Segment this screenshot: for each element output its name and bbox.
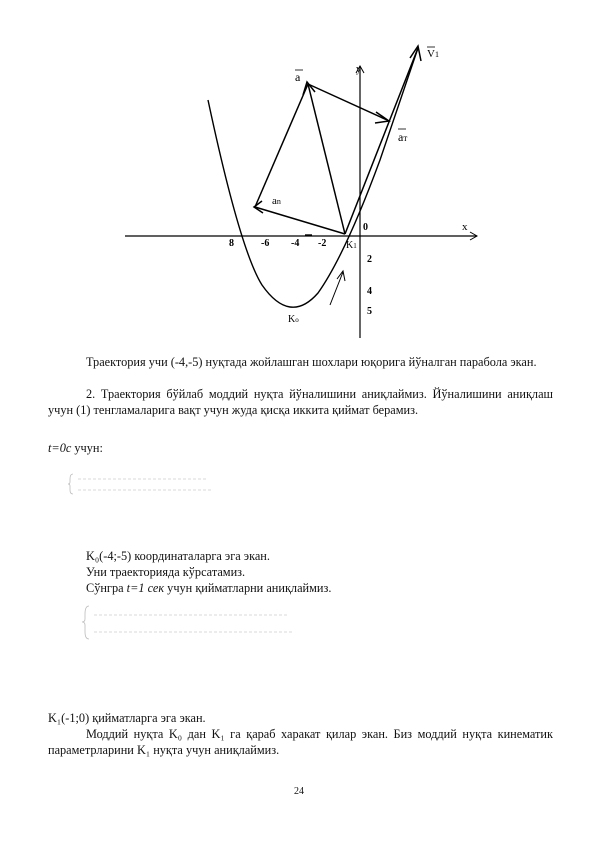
page-number: 24: [294, 786, 304, 797]
k0-label: Ko: [288, 314, 299, 325]
v1-label: V1: [427, 48, 439, 60]
t0-line: [48, 440, 103, 456]
normal-acc-side: [255, 84, 308, 207]
paragraph-kinematics: Моддий нуқта K₀ дан K₁ га қараб харакат қилар экан. Биз моддий нуқта кинематик параметрларини K₁ нуқта учун аниқлаймиз.: [48, 727, 553, 757]
show-trajectory-line: Уни траекторияда кўрсатамиз.: [86, 565, 246, 579]
then-t: t=1 сек: [126, 581, 165, 595]
y-tick-label: 5: [367, 306, 372, 317]
then-prefix: Сўнгра: [86, 581, 127, 595]
then-suffix: учун қийматларни аниқлаймиз.: [164, 581, 332, 595]
y-axis-label: y: [356, 64, 361, 75]
x-tick-label: -2: [318, 238, 327, 249]
k0-coordinates-line: K₀(-4;-5) координаталарга эга экан.: [86, 549, 270, 563]
y-tick-label: 4: [367, 286, 372, 297]
paragraph-direction: 2. Траектория бўйлаб моддий нуқта йўналишини аниқлаймиз. Йўналишини аниқлаш учун (1) тенгламаларига вақт учун жуда қисқа иккита қиймат берамиз.: [48, 387, 553, 417]
x-tick-label: 8: [229, 238, 234, 249]
a-label: a: [295, 70, 301, 84]
x-tick-label: -4: [291, 238, 300, 249]
acceleration-vector: [308, 84, 345, 234]
k1-values-line: K₁(-1;0) қийматларга эга экан.: [48, 711, 206, 725]
t0-suffix: учун:: [71, 441, 103, 455]
origin-label: 0: [363, 222, 368, 233]
t0-label: t=0с: [48, 441, 72, 455]
tangential-acc-vector: [308, 84, 387, 120]
x-axis-label: x: [462, 221, 468, 233]
k1-label: K1: [346, 240, 357, 251]
then-line: [86, 580, 331, 596]
paragraph-parabola: Траектория учи (-4,-5) нуқтада жойлашган шохлари юқорига йўналган парабола экан.: [86, 355, 537, 369]
y-tick-label: 2: [367, 254, 372, 265]
x-tick-label: -6: [261, 238, 270, 249]
trajectory-figure: [120, 40, 490, 345]
normal-acc-vector: [255, 207, 345, 234]
at-label: aт: [398, 130, 408, 144]
equation-t0-image: [68, 470, 218, 496]
equation-t1-image: [82, 602, 302, 642]
an-label: an: [272, 195, 281, 207]
direction-arrow: [330, 272, 343, 305]
